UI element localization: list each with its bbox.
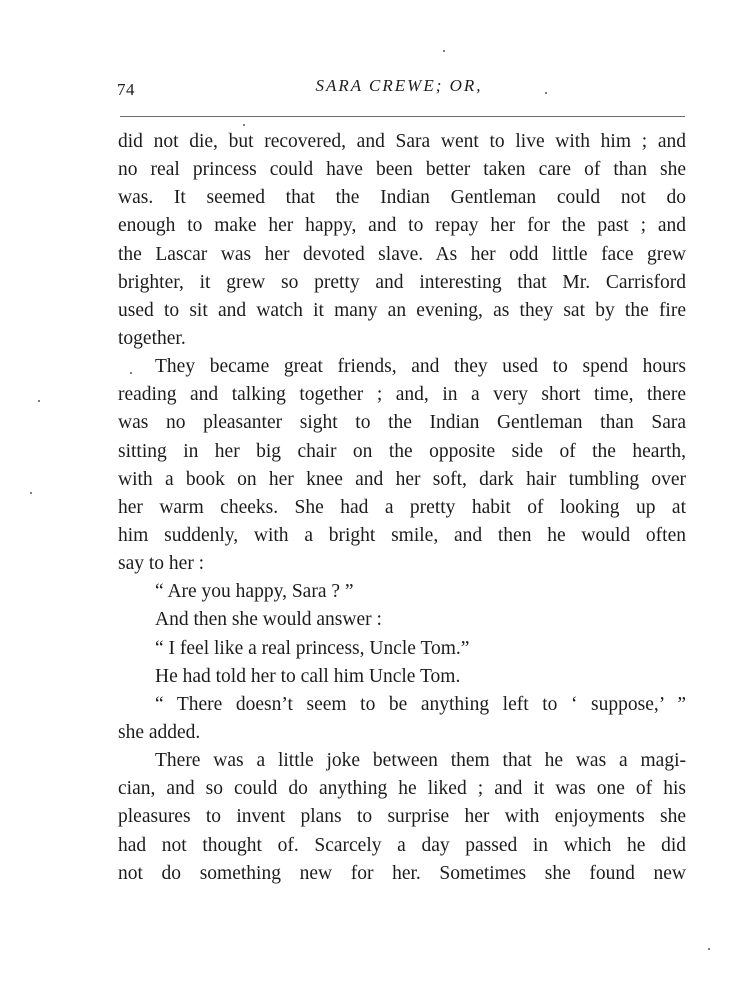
text-line: she added.	[118, 721, 201, 743]
page-header	[113, 76, 685, 104]
text-line: reading and talking together ; and, in a very short time, there	[118, 384, 686, 406]
text-line: together.	[118, 327, 186, 349]
text-line: There was a little joke between them that he was a magi-	[155, 750, 686, 772]
running-title: SARA CREWE; OR,	[315, 76, 483, 95]
text-line: enough to make her happy, and to repay her for the past ; and	[118, 215, 686, 237]
text-line: “ Are you happy, Sara ? ”	[155, 581, 354, 603]
text-line: her warm cheeks. She had a pretty habit of looking up at	[118, 496, 686, 518]
text-line: cian, and so could do anything he liked ; and it was one of his	[118, 778, 686, 800]
text-line: had not thought of. Scarcely a day passed in which he did	[118, 834, 686, 856]
scan-speck	[243, 124, 245, 126]
scan-speck	[30, 492, 32, 494]
text-line: And then she would answer :	[155, 609, 382, 631]
page-number: 74	[117, 80, 135, 99]
text-line: pleasures to invent plans to surprise her with enjoyments she	[118, 806, 686, 828]
text-line: say to her :	[118, 553, 205, 575]
scan-speck	[130, 372, 132, 374]
text-line: was no pleasanter sight to the Indian Gentleman than Sara	[118, 412, 686, 434]
text-line: no real princess could have been better taken care of than she	[118, 159, 686, 181]
text-line: “ There doesn’t seem to be anything left to ‘ suppose,’ ”	[155, 693, 686, 715]
text-line: him suddenly, with a bright smile, and then he would often	[118, 524, 686, 546]
text-line: not do something new for her. Sometimes she found new	[118, 862, 686, 884]
scan-speck	[38, 400, 40, 402]
body-text	[118, 128, 686, 888]
header-rule	[120, 116, 685, 117]
text-line: sitting in her big chair on the opposite side of the hearth,	[118, 440, 686, 462]
text-line: They became great friends, and they used to spend hours	[155, 356, 686, 378]
text-line: brighter, it grew so pretty and interesting that Mr. Carrisford	[118, 271, 686, 293]
text-line: “ I feel like a real princess, Uncle Tom.”	[155, 637, 470, 659]
text-line: used to sit and watch it many an evening, as they sat by the fire	[118, 299, 686, 321]
text-line: with a book on her knee and her soft, dark hair tumbling over	[118, 468, 686, 490]
text-line: was. It seemed that the Indian Gentleman could not do	[118, 187, 686, 209]
text-line: did not die, but recovered, and Sara went to live with him ; and	[118, 131, 686, 152]
text-line: He had told her to call him Uncle Tom.	[155, 665, 461, 687]
text-line: the Lascar was her devoted slave. As her odd little face grew	[118, 243, 686, 265]
scan-speck	[443, 50, 445, 52]
scan-speck	[708, 948, 710, 950]
scan-speck	[545, 92, 547, 94]
